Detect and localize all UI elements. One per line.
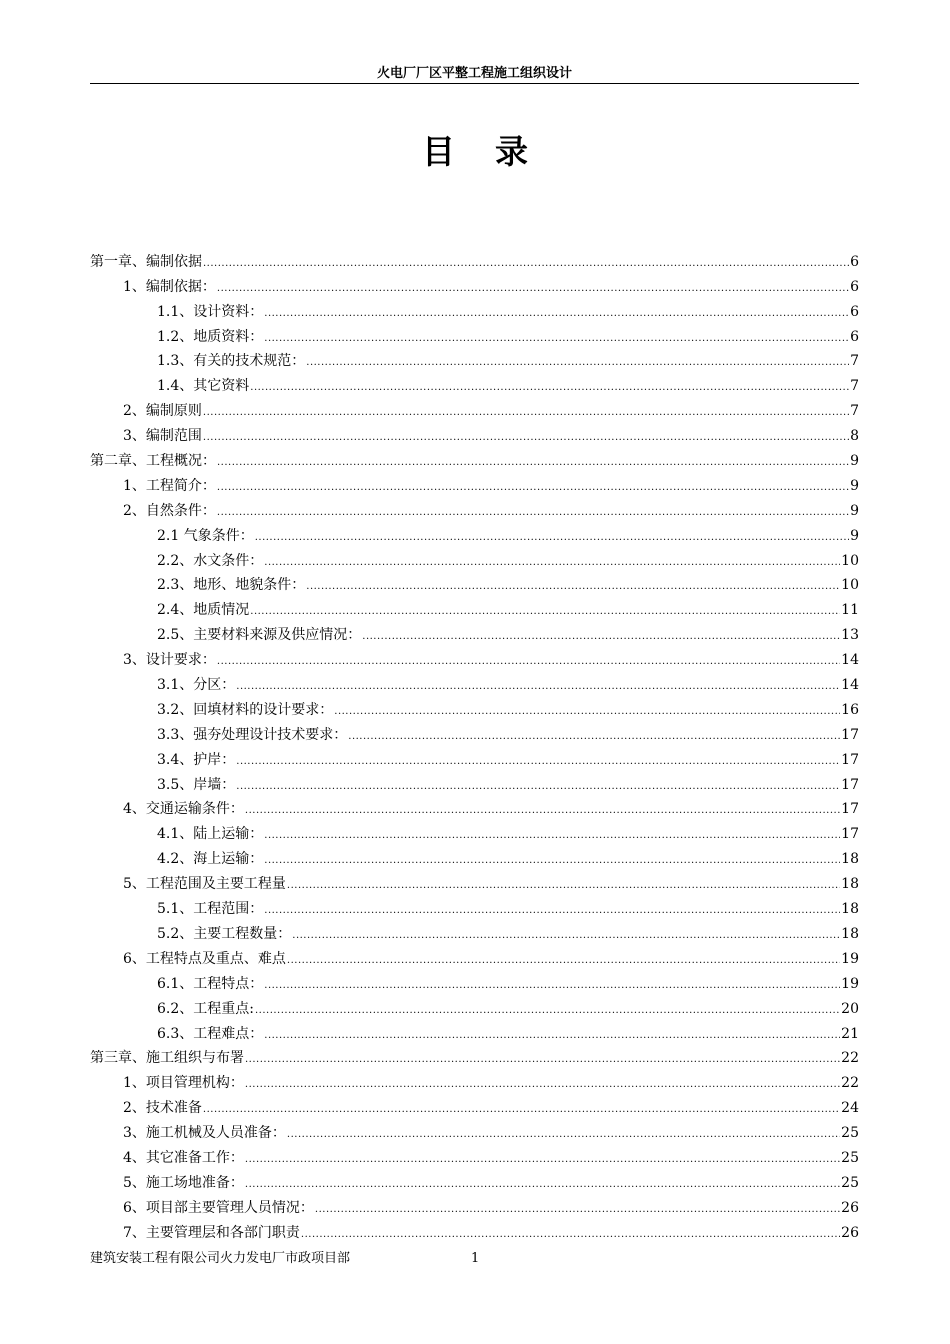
toc-entry[interactable] xyxy=(90,372,859,397)
toc-dot-leader xyxy=(236,674,840,696)
toc-entry-label: 3、设计要求： xyxy=(123,652,216,669)
toc-entry-page: 9 xyxy=(850,502,859,519)
toc-entry-label: 3.2、回填材料的设计要求： xyxy=(157,701,334,718)
toc-dot-leader xyxy=(287,1122,840,1144)
toc-entry-page: 17 xyxy=(841,726,859,743)
toc-entry[interactable] xyxy=(90,422,859,447)
toc-entry[interactable] xyxy=(90,1020,859,1045)
toc-entry[interactable] xyxy=(90,1169,859,1194)
toc-entry-page: 16 xyxy=(841,701,859,718)
toc-entry-label: 第二章、工程概况： xyxy=(90,453,216,470)
toc-entry[interactable] xyxy=(90,621,859,646)
toc-dot-leader xyxy=(348,724,840,746)
toc-entry-page: 18 xyxy=(841,901,859,918)
toc-dot-leader xyxy=(245,1172,840,1194)
toc-dot-leader xyxy=(264,823,840,845)
toc-entry-label: 6.3、工程难点： xyxy=(157,1025,264,1042)
toc-entry[interactable] xyxy=(90,298,859,323)
footer-page-number: 1 xyxy=(471,1251,480,1266)
toc-entry[interactable] xyxy=(90,1069,859,1094)
toc-dot-leader xyxy=(255,998,840,1020)
toc-entry-page: 10 xyxy=(841,552,859,569)
toc-entry[interactable] xyxy=(90,472,859,497)
toc-dot-leader xyxy=(245,1047,840,1069)
toc-dot-leader xyxy=(362,624,840,646)
toc-entry-label: 4、其它准备工作： xyxy=(123,1149,244,1166)
toc-entry[interactable] xyxy=(90,248,859,273)
toc-dot-leader xyxy=(217,649,840,671)
toc-entry[interactable] xyxy=(90,1045,859,1070)
toc-entry[interactable] xyxy=(90,273,859,298)
toc-entry-page: 25 xyxy=(841,1125,859,1142)
toc-entry-page: 26 xyxy=(841,1199,859,1216)
toc-entry[interactable] xyxy=(90,870,859,895)
toc-dot-leader xyxy=(264,326,849,348)
toc-dot-leader xyxy=(306,574,840,596)
toc-entry-label: 1、项目管理机构： xyxy=(123,1075,244,1092)
toc-entry-label: 1.2、地质资料： xyxy=(157,328,264,345)
toc-entry[interactable] xyxy=(90,746,859,771)
toc-entry-page: 9 xyxy=(850,453,859,470)
toc-dot-leader xyxy=(250,375,849,397)
toc-entry-label: 3.1、分区： xyxy=(157,677,236,694)
toc-entry-page: 18 xyxy=(841,851,859,868)
toc-dot-leader xyxy=(264,848,840,870)
toc-entry-label: 4.1、陆上运输： xyxy=(157,826,264,843)
toc-dot-leader xyxy=(306,350,849,372)
toc-entry[interactable] xyxy=(90,1194,859,1219)
toc-dot-leader xyxy=(287,948,840,970)
toc-entry[interactable] xyxy=(90,1094,859,1119)
table-of-contents xyxy=(90,248,859,1244)
toc-dot-leader xyxy=(264,301,849,323)
toc-entry-page: 18 xyxy=(841,925,859,942)
toc-entry-label: 4、交通运输条件： xyxy=(123,801,244,818)
toc-entry-label: 4.2、海上运输： xyxy=(157,851,264,868)
toc-entry-label: 2、技术准备 xyxy=(123,1100,202,1117)
toc-entry-page: 6 xyxy=(850,303,859,320)
toc-entry-page: 25 xyxy=(841,1174,859,1191)
toc-entry-label: 1.4、其它资料 xyxy=(157,378,250,395)
toc-entry[interactable] xyxy=(90,397,859,422)
toc-dot-leader xyxy=(245,798,840,820)
toc-entry[interactable] xyxy=(90,497,859,522)
toc-entry-label: 2.4、地质情况 xyxy=(157,602,250,619)
toc-dot-leader xyxy=(217,475,849,497)
toc-entry-page: 7 xyxy=(850,378,859,395)
toc-entry[interactable] xyxy=(90,995,859,1020)
toc-dot-leader xyxy=(264,973,840,995)
toc-entry-label: 3.4、护岸： xyxy=(157,751,236,768)
toc-entry-label: 2.5、主要材料来源及供应情况： xyxy=(157,627,362,644)
toc-entry-page: 18 xyxy=(841,876,859,893)
toc-entry-label: 3、编制范围 xyxy=(123,428,202,445)
toc-entry-label: 6、工程特点及重点、难点 xyxy=(123,950,286,967)
footer-organization: 建筑安装工程有限公司火力发电厂市政项目部 xyxy=(90,1251,351,1266)
toc-dot-leader xyxy=(203,1097,840,1119)
toc-entry-label: 5、工程范围及主要工程量 xyxy=(123,876,286,893)
toc-entry[interactable] xyxy=(90,771,859,796)
toc-entry-page: 26 xyxy=(841,1224,859,1241)
toc-entry-page: 7 xyxy=(850,403,859,420)
toc-dot-leader xyxy=(217,450,849,472)
toc-entry-page: 9 xyxy=(850,527,859,544)
toc-dot-leader xyxy=(250,599,840,621)
toc-entry-label: 2.1 气象条件： xyxy=(157,527,254,544)
toc-entry-label: 1.3、有关的技术规范： xyxy=(157,353,306,370)
toc-entry-label: 2、编制原则 xyxy=(123,403,202,420)
header-title: 火电厂厂区平整工程施工组织设计 xyxy=(376,66,572,81)
toc-entry[interactable] xyxy=(90,845,859,870)
toc-entry-label: 1、工程简介： xyxy=(123,477,216,494)
toc-dot-leader xyxy=(217,276,849,298)
toc-entry-page: 20 xyxy=(841,1000,859,1017)
toc-entry-label: 5、施工场地准备： xyxy=(123,1174,244,1191)
toc-dot-leader xyxy=(315,1197,840,1219)
toc-entry-page: 22 xyxy=(841,1075,859,1092)
toc-entry[interactable] xyxy=(90,572,859,597)
toc-entry-label: 1、编制依据： xyxy=(123,278,216,295)
toc-entry-label: 3、施工机械及人员准备： xyxy=(123,1125,286,1142)
toc-entry-label: 6、项目部主要管理人员情况： xyxy=(123,1199,314,1216)
toc-entry[interactable] xyxy=(90,1144,859,1169)
toc-dot-leader xyxy=(236,749,840,771)
toc-entry-page: 13 xyxy=(841,627,859,644)
toc-entry[interactable] xyxy=(90,721,859,746)
toc-entry[interactable] xyxy=(90,646,859,671)
toc-entry[interactable] xyxy=(90,323,859,348)
toc-entry-page: 14 xyxy=(841,677,859,694)
toc-entry-label: 3.3、强夯处理设计技术要求： xyxy=(157,726,348,743)
toc-entry-page: 19 xyxy=(841,950,859,967)
toc-entry-label: 6.1、工程特点： xyxy=(157,975,264,992)
toc-entry[interactable] xyxy=(90,820,859,845)
toc-entry[interactable] xyxy=(90,945,859,970)
toc-entry-page: 6 xyxy=(850,253,859,270)
page-header xyxy=(90,64,859,84)
toc-dot-leader xyxy=(255,525,849,547)
toc-dot-leader xyxy=(264,1023,840,1045)
toc-entry-page: 25 xyxy=(841,1149,859,1166)
toc-entry-label: 2.2、水文条件： xyxy=(157,552,264,569)
toc-entry[interactable] xyxy=(90,522,859,547)
toc-dot-leader xyxy=(245,1147,840,1169)
toc-dot-leader xyxy=(203,425,849,447)
toc-entry-page: 24 xyxy=(841,1100,859,1117)
toc-entry[interactable] xyxy=(90,596,859,621)
toc-dot-leader xyxy=(264,898,840,920)
toc-entry-page: 17 xyxy=(841,801,859,818)
toc-dot-leader xyxy=(334,699,840,721)
toc-entry-label: 1.1、设计资料： xyxy=(157,303,264,320)
toc-entry-label: 6.2、工程重点: xyxy=(157,1000,254,1017)
toc-entry-label: 7、主要管理层和各部门职责 xyxy=(123,1224,300,1241)
toc-entry-label: 3.5、岸墙： xyxy=(157,776,236,793)
toc-dot-leader xyxy=(203,251,849,273)
toc-dot-leader xyxy=(301,1222,840,1244)
toc-entry[interactable] xyxy=(90,348,859,373)
toc-entry-label: 5.2、主要工程数量： xyxy=(157,925,292,942)
toc-entry-page: 21 xyxy=(841,1025,859,1042)
toc-dot-leader xyxy=(245,1072,840,1094)
toc-entry[interactable] xyxy=(90,696,859,721)
toc-entry-page: 11 xyxy=(841,602,859,619)
toc-entry-page: 14 xyxy=(841,652,859,669)
toc-dot-leader xyxy=(264,550,840,572)
toc-entry[interactable] xyxy=(90,796,859,821)
toc-dot-leader xyxy=(236,774,840,796)
toc-entry-label: 2.3、地形、地貌条件： xyxy=(157,577,306,594)
toc-entry[interactable] xyxy=(90,671,859,696)
toc-dot-leader xyxy=(217,500,849,522)
toc-dot-leader xyxy=(287,873,840,895)
toc-entry-page: 6 xyxy=(850,278,859,295)
toc-entry-label: 第三章、施工组织与布署 xyxy=(90,1050,244,1067)
toc-entry-label: 5.1、工程范围： xyxy=(157,901,264,918)
toc-entry-page: 6 xyxy=(850,328,859,345)
toc-entry-page: 8 xyxy=(850,428,859,445)
toc-dot-leader xyxy=(292,923,840,945)
toc-entry[interactable] xyxy=(90,1219,859,1244)
toc-entry-page: 17 xyxy=(841,751,859,768)
toc-entry-page: 7 xyxy=(850,353,859,370)
toc-entry[interactable] xyxy=(90,447,859,472)
toc-entry-page: 17 xyxy=(841,826,859,843)
toc-entry-page: 17 xyxy=(841,776,859,793)
page-footer xyxy=(90,1249,859,1269)
toc-entry[interactable] xyxy=(90,547,859,572)
toc-entry-page: 22 xyxy=(841,1050,859,1067)
toc-entry[interactable] xyxy=(90,895,859,920)
toc-dot-leader xyxy=(203,400,849,422)
toc-entry-page: 19 xyxy=(841,975,859,992)
page-title: 目录 xyxy=(422,132,568,171)
toc-entry-page: 10 xyxy=(841,577,859,594)
toc-entry-page: 9 xyxy=(850,477,859,494)
toc-entry[interactable] xyxy=(90,1119,859,1144)
toc-entry-label: 2、自然条件： xyxy=(123,502,216,519)
toc-entry[interactable] xyxy=(90,970,859,995)
toc-entry[interactable] xyxy=(90,920,859,945)
toc-entry-label: 第一章、编制依据 xyxy=(90,253,202,270)
